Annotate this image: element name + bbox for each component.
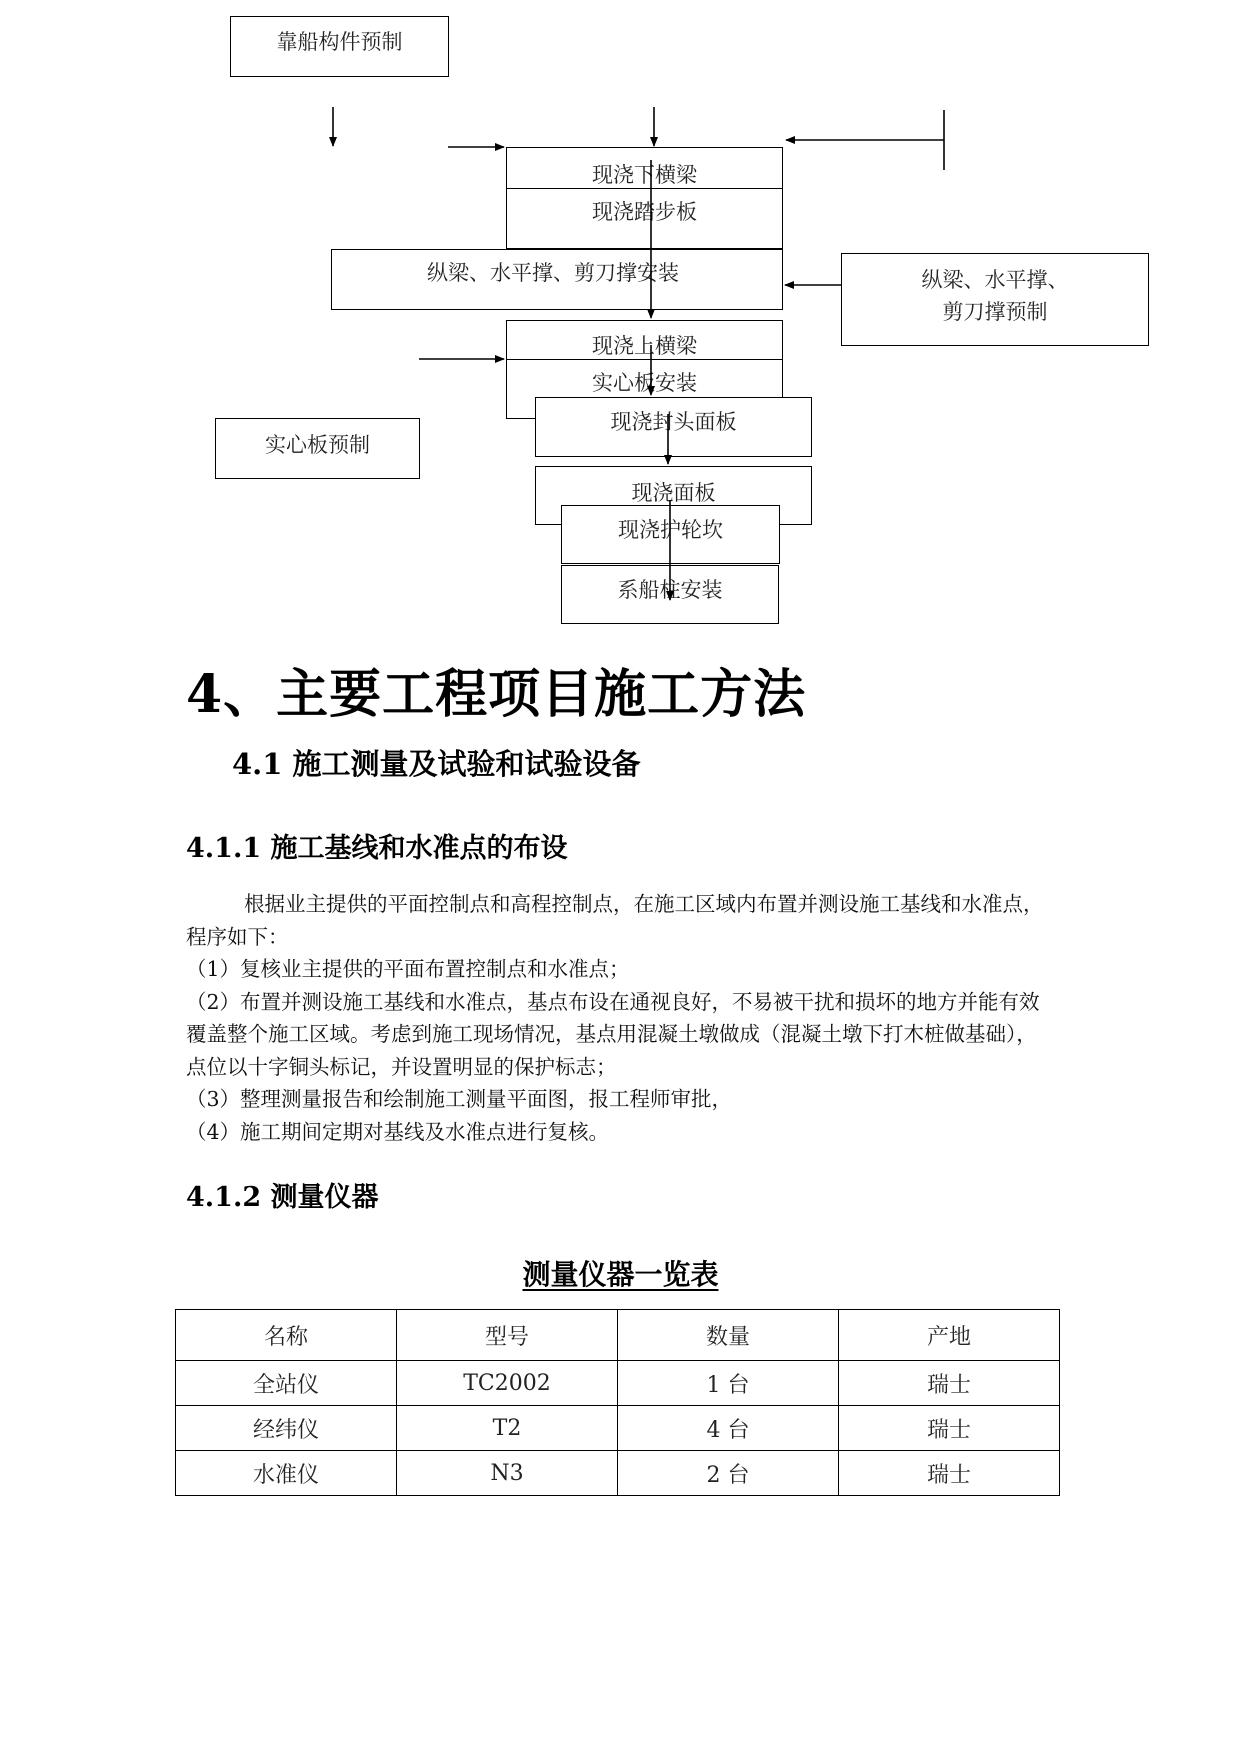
table-title-text: 测量仪器一览表 xyxy=(522,1258,719,1291)
flow-box-label: 实心板预制 xyxy=(265,433,370,457)
baseline-body xyxy=(186,888,1056,1148)
flow-box-tabuban xyxy=(506,188,783,249)
instrument-table xyxy=(175,1309,1060,1496)
flow-box-label: 系船柱安装 xyxy=(617,578,723,602)
table-header-row xyxy=(176,1310,1060,1361)
table-header-cell: 名称 xyxy=(176,1310,397,1361)
section-subheading: 4.1 施工测量及试验和试验设备 xyxy=(232,747,641,781)
paragraph: （2）布置并测设施工基线和水准点，基点布设在通视良好，不易被干扰和损坏的地方并能有效覆盖整个施工区域。考虑到施工现场情况，基点用混凝土墩做成（混凝土墩下打木桩做基础），点位以十字铜头标记，并设置明显的保护标志； xyxy=(186,989,1040,1079)
table-cell: 水准仪 xyxy=(176,1451,397,1496)
table-row xyxy=(176,1361,1060,1406)
flow-box-zongliang-anzhuang xyxy=(331,249,783,310)
table-cell: N3 xyxy=(397,1451,618,1496)
flow-box-duantou-mianban xyxy=(535,397,812,457)
flow-box-label: 现浇踏步板 xyxy=(592,200,697,224)
table-cell: T2 xyxy=(397,1406,618,1451)
flow-box-xiahengliang xyxy=(506,147,783,191)
table-row xyxy=(176,1451,1060,1496)
paragraph: 根据业主提供的平面控制点和高程控制点，在施工区域内布置并测设施工基线和水准点，程序如下： xyxy=(186,892,1044,949)
flow-box-shanghengliang xyxy=(506,320,783,362)
flow-box-label: 纵梁、水平撑、剪刀撑安装 xyxy=(427,261,679,285)
flow-box-label: 现浇护轮坎 xyxy=(618,518,723,542)
section-heading: 4、主要工程项目施工方法 xyxy=(186,664,807,725)
subsection-heading-instruments: 4.1.2 测量仪器 xyxy=(186,1182,379,1213)
table-header-cell: 产地 xyxy=(839,1310,1060,1361)
flow-box-label-line2: 剪刀撑预制 xyxy=(942,300,1048,324)
flow-box-hulunkan xyxy=(561,505,780,564)
flow-box-label: 现浇下横梁 xyxy=(592,163,697,187)
flow-box-label: 靠船构件预制 xyxy=(276,30,403,54)
table-cell: TC2002 xyxy=(397,1361,618,1406)
flow-box-label: 现浇封头面板 xyxy=(610,410,737,434)
table-cell: 瑞士 xyxy=(839,1451,1060,1496)
table-cell: 瑞士 xyxy=(839,1361,1060,1406)
table-cell: 瑞士 xyxy=(839,1406,1060,1451)
table-row xyxy=(176,1406,1060,1451)
table-header-cell: 型号 xyxy=(397,1310,618,1361)
flow-box-label: 实心板安装 xyxy=(592,371,697,395)
flow-box-kaochuan xyxy=(230,16,449,77)
table-cell: 经纬仪 xyxy=(176,1406,397,1451)
flow-box-label-line1: 纵梁、水平撑、 xyxy=(921,268,1069,292)
flow-box-shixinban-yuzhi xyxy=(215,418,420,479)
table-header-cell: 数量 xyxy=(618,1310,839,1361)
paragraph: （3）整理测量报告和绘制施工测量平面图，报工程师审批， xyxy=(186,1087,733,1111)
flow-box-label: 现浇上横梁 xyxy=(592,334,697,358)
subsection-heading-baseline: 4.1.1 施工基线和水准点的布设 xyxy=(186,833,568,864)
paragraph: （4）施工期间定期对基线及水准点进行复核。 xyxy=(186,1119,610,1144)
flow-box-zongliang-yuzhi xyxy=(841,253,1149,346)
table-cell: 1 台 xyxy=(618,1361,839,1406)
table-cell: 全站仪 xyxy=(176,1361,397,1406)
flow-box-xichuanzhu xyxy=(561,565,779,624)
table-cell: 4 台 xyxy=(618,1406,839,1451)
table-title xyxy=(0,1253,1241,1293)
paragraph: （1）复核业主提供的平面布置控制点和水准点； xyxy=(186,957,630,981)
table-cell: 2 台 xyxy=(618,1451,839,1496)
flow-box-label: 现浇面板 xyxy=(631,481,716,505)
